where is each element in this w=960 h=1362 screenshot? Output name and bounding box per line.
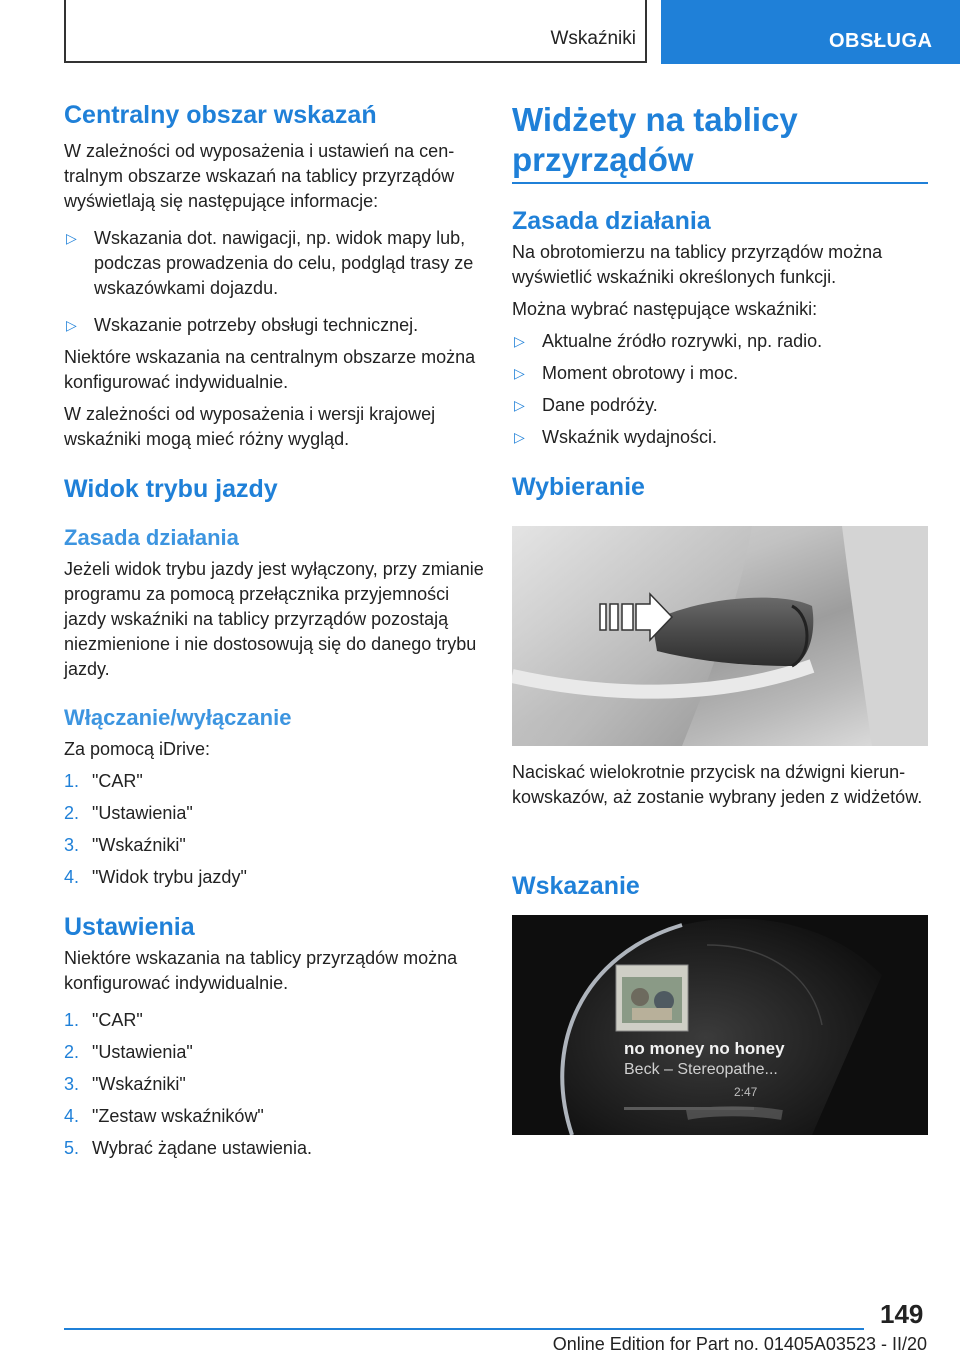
cluster-display-photo xyxy=(512,915,928,1135)
central-area-paragraph: W zależności od wyposażenia i wersji krajowej wskaźniki mogą mieć różny wygląd. xyxy=(64,404,436,449)
triangle-bullet-icon: ▷ xyxy=(514,365,525,381)
list-item: 5. Wybrać żądane ustawienia. xyxy=(64,1138,312,1158)
page-number: 149 xyxy=(880,1299,924,1329)
central-area-paragraph: Niektóre wskazania na centralnym obszarze można konfigurować indywidualnie. xyxy=(64,347,476,392)
footer-rule xyxy=(64,1328,864,1330)
central-area-heading: Centralny obszar wskazań xyxy=(64,101,377,129)
turn-signal-lever-photo xyxy=(512,526,928,746)
settings-intro: Niektóre wskazania na tablicy przyrządów można konfigurować indywidualnie. xyxy=(64,948,458,993)
list-item: ▷ Wskazania dot. nawigacji, np. widok mapy lub, podczas prowadzenia do celu, podgląd trasy ze wskazówkami dojazdu. xyxy=(66,228,474,298)
driving-mode-principle-heading: Zasada działania xyxy=(64,525,239,550)
triangle-bullet-icon: ▷ xyxy=(514,429,525,445)
widgets-principle-heading: Zasada działania xyxy=(512,207,711,235)
triangle-bullet-icon: ▷ xyxy=(66,230,77,246)
list-item: 3. "Wskaźniki" xyxy=(64,835,186,855)
list-item: 1. "CAR" xyxy=(64,771,143,791)
widgets-heading: Widżety na tablicy przyrządów xyxy=(512,101,798,178)
triangle-bullet-icon: ▷ xyxy=(514,397,525,413)
triangle-bullet-icon: ▷ xyxy=(66,317,77,333)
list-item: ▷ Dane podróży. xyxy=(512,393,928,418)
list-item: 2. "Ustawienia" xyxy=(64,803,193,823)
toggle-steps xyxy=(64,769,484,890)
track-title: no money no honey xyxy=(624,1039,785,1058)
list-item: ▷ Wskaźnik wydajności. xyxy=(512,425,928,450)
chapter-tab-label: OBSŁUGA xyxy=(829,30,933,52)
widgets-choose-intro: Można wybrać następujące wskaźniki: xyxy=(512,299,818,319)
selecting-heading: Wybieranie xyxy=(512,473,645,501)
list-item: 1. "CAR" xyxy=(64,1010,143,1030)
central-area-intro: W zależności od wyposażenia i ustawień na centralnym obszarze wskazań na tablicy przyrządów wyświetlają się następujące informacje: xyxy=(64,141,455,211)
list-item: ▷ Wskazanie potrzeby obsługi technicznej. xyxy=(64,313,484,338)
central-area-bullet-list xyxy=(64,226,484,338)
widgets-bullet-list xyxy=(512,329,928,450)
driving-mode-principle-text: Jeżeli widok trybu jazdy jest wyłączony, przy zmianie programu za pomocą przełącznika przyjemności jazdy wskaźniki na tablicy przyrządów pozostają niezmienione i nie dostosowują się do danego trybu jazdy. xyxy=(64,559,484,679)
section-title: Wskaźniki xyxy=(550,28,636,49)
right-column xyxy=(512,100,928,1099)
edition-text: Online Edition for Part no. 01405A03523 - II/20 xyxy=(552,1334,927,1354)
triangle-bullet-icon: ▷ xyxy=(514,333,525,349)
display-heading: Wskazanie xyxy=(512,872,640,900)
list-item: 4. "Zestaw wskaźników" xyxy=(64,1106,264,1126)
chapter-tab xyxy=(661,0,960,64)
left-column xyxy=(64,100,484,1161)
toggle-heading: Włączanie/wyłączanie xyxy=(64,705,292,730)
settings-heading: Ustawienia xyxy=(64,913,195,941)
track-artist: Beck – Stereopathe... xyxy=(624,1061,778,1078)
list-item: 3. "Wskaźniki" xyxy=(64,1074,186,1094)
list-item: ▷ Moment obrotowy i moc. xyxy=(512,361,928,386)
heading-rule xyxy=(512,182,928,184)
lever-illustration xyxy=(512,526,928,746)
cluster-illustration xyxy=(512,915,928,1135)
track-time: 2:47 xyxy=(734,1085,758,1099)
list-item: 4. "Widok trybu jazdy" xyxy=(64,867,247,887)
list-item: ▷ Aktualne źródło rozrywki, np. radio. xyxy=(512,329,928,354)
driving-mode-heading: Widok trybu jazdy xyxy=(64,475,278,503)
widgets-principle-text: Na obrotomierzu na tablicy przyrządów można wyświetlić wskaźniki określonych funkcji. xyxy=(512,242,883,287)
selecting-text: Naciskać wielokrotnie przycisk na dźwigni kierunkowskazów, aż zostanie wybrany jeden z widżetów. xyxy=(512,762,923,807)
list-item: 2. "Ustawienia" xyxy=(64,1042,193,1062)
settings-steps xyxy=(64,1008,484,1161)
toggle-intro: Za pomocą iDrive: xyxy=(64,739,211,759)
